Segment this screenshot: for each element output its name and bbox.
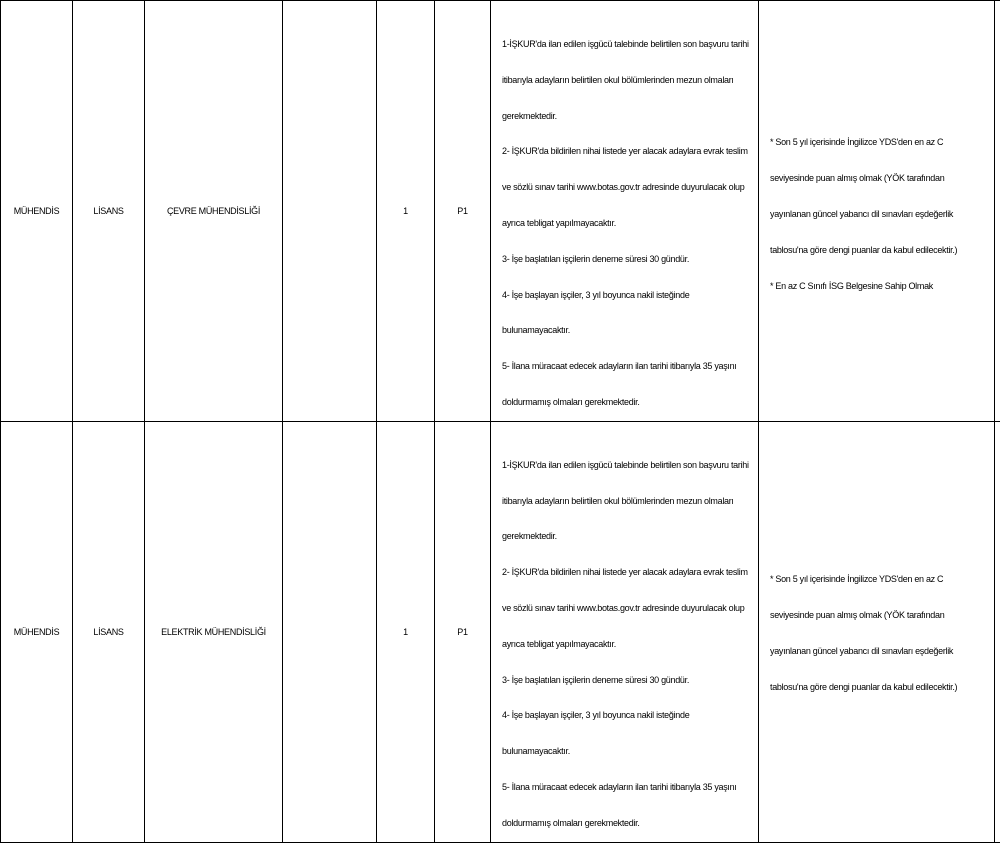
requirement-line: doldurmamış olmaları gerekmektedir. <box>502 385 754 421</box>
requirement-line: bulunamayacaktır. <box>502 313 754 349</box>
position-cell: MÜHENDİS <box>1 421 73 842</box>
requirement-line: 4- İşe başlayan işçiler, 3 yıl boyunca nakil isteğinde <box>502 278 754 314</box>
note-line: * Son 5 yıl içerisinde İngilizce YDS'den en az C <box>770 561 990 597</box>
table-row <box>1 1 1000 422</box>
count-cell: 1 <box>377 1 435 422</box>
note-line: yayınlanan güncel yabancı dil sınavları eşdeğerlik <box>770 196 990 232</box>
requirement-line: 5- İlana müracaat edecek adayların ilan tarihi itibarıyla 35 yaşını <box>502 349 754 385</box>
count-cell: 1 <box>377 421 435 842</box>
position-cell: MÜHENDİS <box>1 1 73 422</box>
requirement-line: ayrıca tebligat yapılmayacaktır. <box>502 627 754 663</box>
requirement-line: 2- İŞKUR'da bildirilen nihai listede yer alacak adaylara evrak teslim <box>502 134 754 170</box>
empty-cell <box>283 1 377 422</box>
requirement-line: 4- İşe başlayan işçiler, 3 yıl boyunca nakil isteğinde <box>502 698 754 734</box>
notes-cell <box>759 421 995 842</box>
requirement-line: ve sözlü sınav tarihi www.botas.gov.tr adresinde duyurulacak olup <box>502 591 754 627</box>
requirement-line: itibarıyla adayların belirtilen okul bölümlerinden mezun olmaları <box>502 484 754 520</box>
note-line: seviyesinde puan almış olmak (YÖK tarafından <box>770 597 990 633</box>
requirement-line: 5- İlana müracaat edecek adayların ilan tarihi itibarıyla 35 yaşını <box>502 770 754 806</box>
department-cell: ÇEVRE MÜHENDİSLİĞİ <box>145 1 283 422</box>
requirement-line: ve sözlü sınav tarihi www.botas.gov.tr adresinde duyurulacak olup <box>502 170 754 206</box>
requirement-line: bulunamayacaktır. <box>502 734 754 770</box>
notes-cell <box>759 1 995 422</box>
note-line: seviyesinde puan almış olmak (YÖK tarafından <box>770 160 990 196</box>
edge-cell <box>995 421 1000 842</box>
department-cell: ELEKTRİK MÜHENDİSLİĞİ <box>145 421 283 842</box>
empty-cell <box>283 421 377 842</box>
score-type-cell: P1 <box>435 1 491 422</box>
requirement-line: 3- İşe başlatılan işçilerin deneme süresi 30 gündür. <box>502 663 754 699</box>
requirement-line: 1-İŞKUR'da ilan edilen işgücü talebinde belirtilen son başvuru tarihi <box>502 27 754 63</box>
education-cell: LİSANS <box>73 1 145 422</box>
note-line: yayınlanan güncel yabancı dil sınavları eşdeğerlik <box>770 633 990 669</box>
note-line: * En az C Sınıfı İSG Belgesine Sahip Olmak <box>770 268 990 304</box>
requirement-line: doldurmamış olmaları gerekmektedir. <box>502 806 754 842</box>
score-type-cell: P1 <box>435 421 491 842</box>
edge-cell <box>995 1 1000 422</box>
table-row <box>1 421 1000 842</box>
requirements-cell <box>491 421 759 842</box>
requirement-line: gerekmektedir. <box>502 519 754 555</box>
education-cell: LİSANS <box>73 421 145 842</box>
note-line: * Son 5 yıl içerisinde İngilizce YDS'den en az C <box>770 124 990 160</box>
requirement-line: gerekmektedir. <box>502 99 754 135</box>
requirement-line: 2- İŞKUR'da bildirilen nihai listede yer alacak adaylara evrak teslim <box>502 555 754 591</box>
note-line: tablosu'na göre dengi puanlar da kabul edilecektir.) <box>770 232 990 268</box>
requirement-line: 1-İŞKUR'da ilan edilen işgücü talebinde belirtilen son başvuru tarihi <box>502 448 754 484</box>
requirements-cell <box>491 1 759 422</box>
requirement-line: ayrıca tebligat yapılmayacaktır. <box>502 206 754 242</box>
note-line: tablosu'na göre dengi puanlar da kabul edilecektir.) <box>770 669 990 705</box>
requirement-line: 3- İşe başlatılan işçilerin deneme süresi 30 gündür. <box>502 242 754 278</box>
requirement-line: itibarıyla adayların belirtilen okul bölümlerinden mezun olmaları <box>502 63 754 99</box>
